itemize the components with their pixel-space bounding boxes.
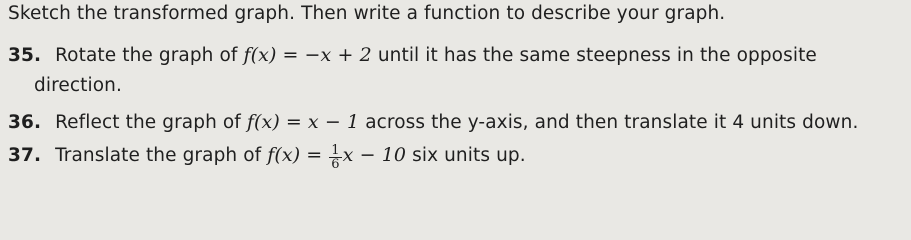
problem-36 — [8, 111, 858, 134]
function-rhs: x − 1 — [307, 111, 360, 133]
equals-sign: = — [282, 44, 299, 66]
equals-sign: = — [306, 144, 323, 166]
function-rhs: x − 10 — [342, 144, 407, 166]
problem-37 — [8, 144, 526, 171]
function-lhs: f(x) — [243, 44, 277, 66]
function-lhs: f(x) — [267, 144, 301, 166]
problem-number: 36. — [8, 112, 42, 133]
instructions-heading — [8, 3, 725, 25]
equals-sign: = — [285, 111, 302, 133]
problem-continuation-text: direction. — [34, 75, 122, 96]
problem-text-before: Translate the graph of — [55, 145, 262, 166]
fraction-numerator: 1 — [331, 143, 340, 159]
problem-number: 37. — [8, 145, 42, 166]
function-rhs: −x + 2 — [304, 44, 372, 66]
heading-text: Sketch the transformed graph. Then write a function to describe your graph. — [8, 3, 726, 24]
problem-text-after: six units up. — [412, 145, 526, 166]
problem-text-before: Rotate the graph of — [55, 45, 238, 66]
problem-text-before: Reflect the graph of — [55, 112, 241, 133]
fraction — [329, 144, 341, 171]
problem-35-continuation — [34, 75, 122, 97]
problem-text-after: across the y-axis, and then translate it 4 units down. — [365, 112, 859, 133]
problem-text-after: until it has the same steepness in the opposite — [377, 45, 817, 66]
problem-35 — [8, 44, 817, 67]
problem-number: 35. — [8, 45, 42, 66]
fraction-denominator: 6 — [331, 157, 340, 173]
function-lhs: f(x) — [246, 111, 280, 133]
